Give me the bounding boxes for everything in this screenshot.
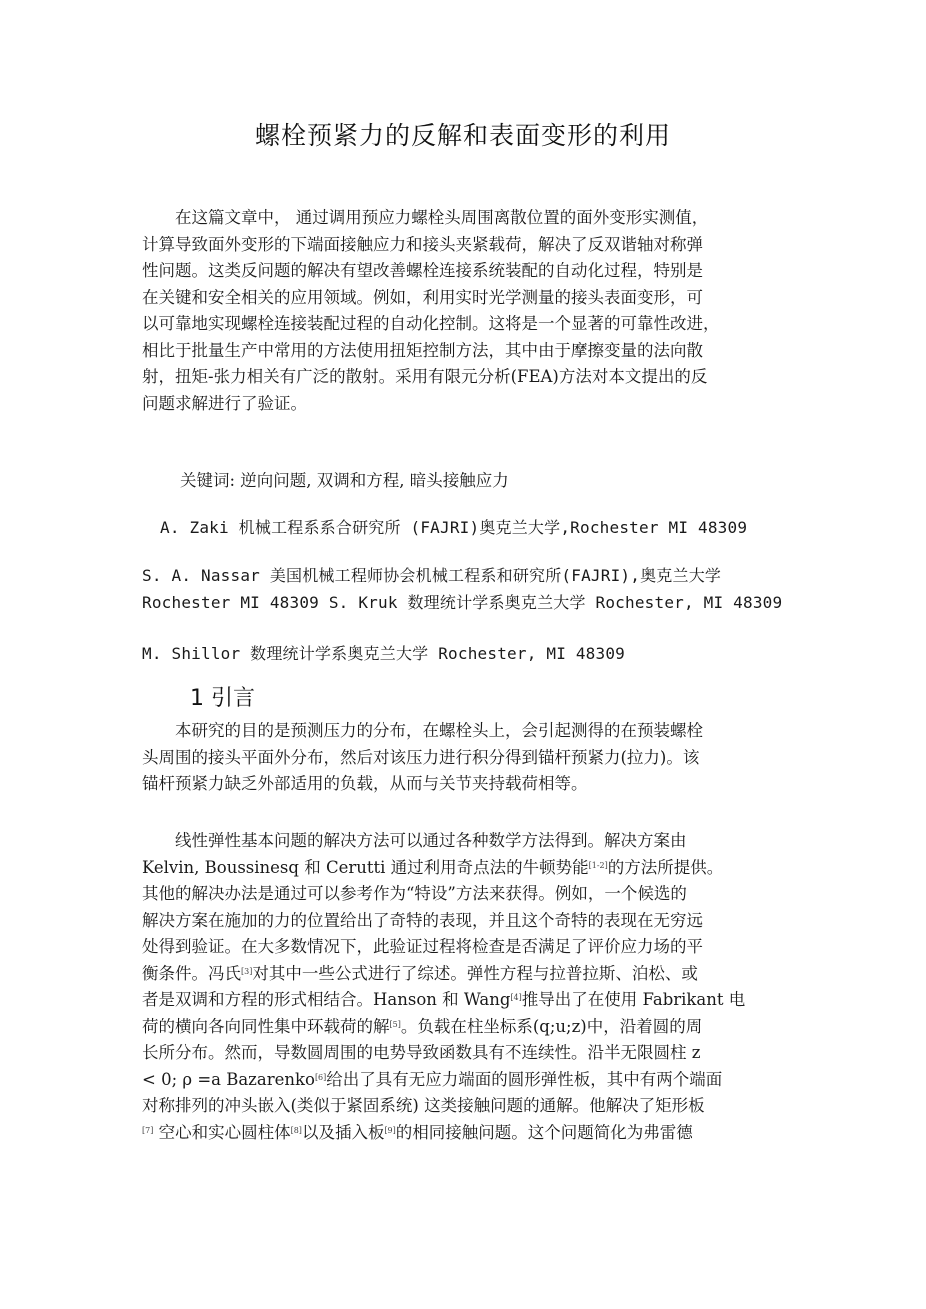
- body-line: 长所分布。然而，导数圆周围的电势导致函数具有不连续性。沿半无限圆柱 z: [142, 1043, 701, 1062]
- abstract-line: 相比于批量生产中常用的方法使用扭矩控制方法，其中由于摩擦变量的法向散: [142, 340, 703, 360]
- body-text: < 0; ρ =a Bazarenko: [142, 1069, 315, 1089]
- affiliation-line: M. Shillor 数理统计学系奥克兰大学 Rochester, MI 48309: [142, 644, 626, 663]
- body-text: 衡条件。冯氏: [142, 963, 241, 983]
- keywords-text: 关键词: 逆向问题, 双调和方程, 暗头接触应力: [180, 471, 509, 490]
- abstract-line: 计算导致面外变形的下端面接触应力和接头夹紧载荷，解决了反双谐轴对称弹: [142, 234, 703, 254]
- body-line: 其他的解决办法是通过可以参考作为“特设”方法来获得。例如，一个候选的: [142, 884, 687, 903]
- body-line: 对称排列的冲头嵌入(类似于紧固系统) 这类接触问题的通解。他解决了矩形板: [142, 1096, 705, 1115]
- affiliation-line: A. Zaki 机械工程系系合研究所 (FAJRI)奥克兰大学,Rochester MI 48309: [160, 518, 748, 537]
- citation-ref[interactable]: [1-2]: [588, 860, 608, 870]
- citation-ref[interactable]: [3]: [241, 966, 253, 976]
- intro-paragraph-2: [142, 828, 812, 1146]
- body-text: 的相同接触问题。这个问题简化为弗雷德: [395, 1122, 693, 1142]
- abstract-line: 射，扭矩-张力相关有广泛的散射。采用有限元分析(FEA)方法对本文提出的反: [142, 367, 708, 386]
- body-text: 。负载在柱坐标系(q;u;z)中，沿着圆的周: [400, 1016, 703, 1036]
- affiliation-zaki: [160, 515, 747, 542]
- abstract: [142, 205, 812, 417]
- affiliation-shillor: [142, 641, 625, 668]
- body-line: [142, 1014, 812, 1041]
- section-heading-introduction: 1 引言: [190, 686, 255, 711]
- abstract-line: 以可靠地实现螺栓连接装配过程的自动化控制。这将是一个显著的可靠性改进，: [142, 314, 720, 333]
- body-line: 本研究的目的是预测压力的分布，在螺栓头上，会引起测得的在预装螺栓: [142, 721, 703, 740]
- citation-ref[interactable]: [9]: [384, 1125, 396, 1135]
- keywords: [180, 468, 850, 495]
- citation-ref[interactable]: [7]: [142, 1125, 154, 1135]
- body-line: 解决方案在施加的力的位置给出了奇特的表现，并且这个奇特的表现在无穷远: [142, 910, 703, 930]
- affiliation-line: S. A. Nassar 美国机械工程师协会机械工程系和研究所(FAJRI),奥克兰大学: [142, 566, 722, 585]
- body-line: 头周围的接头平面外分布，然后对该压力进行积分得到锚杆预紧力(拉力)。该: [142, 747, 700, 767]
- citation-ref[interactable]: [6]: [314, 1072, 327, 1082]
- body-text: Kelvin, Boussinesq 和 Cerutti 通过利用奇点法的牛顿势能: [142, 857, 589, 877]
- citation-ref[interactable]: [5]: [389, 1019, 401, 1029]
- body-line: [142, 961, 812, 988]
- body-text: 给出了具有无应力端面的圆形弹性板，其中有两个端面: [326, 1069, 723, 1089]
- abstract-line: 问题求解进行了验证。: [142, 393, 307, 413]
- body-line: [142, 1067, 812, 1094]
- body-text: 以及插入板: [301, 1122, 385, 1142]
- abstract-line: 性问题。这类反问题的解决有望改善螺栓连接系统装配的自动化过程，特别是: [142, 261, 703, 280]
- abstract-line: 在关键和安全相关的应用领域。例如，利用实时光学测量的接头表面变形，可: [142, 287, 703, 307]
- citation-ref[interactable]: [8]: [290, 1125, 302, 1135]
- body-text: 者是双调和方程的形式相结合。Hanson 和 Wang: [142, 990, 511, 1009]
- body-line: 处得到验证。在大多数情况下，此验证过程将检查是否满足了评价应力场的平: [142, 937, 703, 956]
- paper-title: 螺栓预紧力的反解和表面变形的利用: [254, 121, 671, 150]
- affiliation-nassar-kruk: [142, 563, 782, 616]
- body-line: 线性弹性基本问题的解决方法可以通过各种数学方法得到。解决方案由: [142, 831, 687, 850]
- body-text: 对其中一些公式进行了综述。弹性方程与拉普拉斯、泊松、或: [252, 963, 698, 983]
- body-text: 的方法所提供。: [607, 857, 724, 877]
- abstract-line: 在这篇文章中， 通过调用预应力螺栓头周围离散位置的面外变形实测值，: [142, 208, 709, 227]
- intro-paragraph-1: [142, 718, 812, 798]
- citation-ref[interactable]: [4]: [510, 993, 522, 1002]
- body-line: [142, 987, 812, 1014]
- body-line: [142, 855, 812, 882]
- body-text: 空心和实心圆柱体: [153, 1122, 291, 1142]
- body-line: 锚杆预紧力缺乏外部适用的负载，从而与关节夹持载荷相等。: [142, 774, 588, 793]
- body-text: 推导出了在使用 Fabrikant 电: [521, 990, 746, 1009]
- affiliation-line: Rochester MI 48309 S. Kruk 数理统计学系奥克兰大学 Rochester, MI 48309: [142, 592, 783, 612]
- body-line: [142, 1120, 812, 1147]
- body-text: 荷的横向各向同性集中环载荷的解: [142, 1016, 390, 1036]
